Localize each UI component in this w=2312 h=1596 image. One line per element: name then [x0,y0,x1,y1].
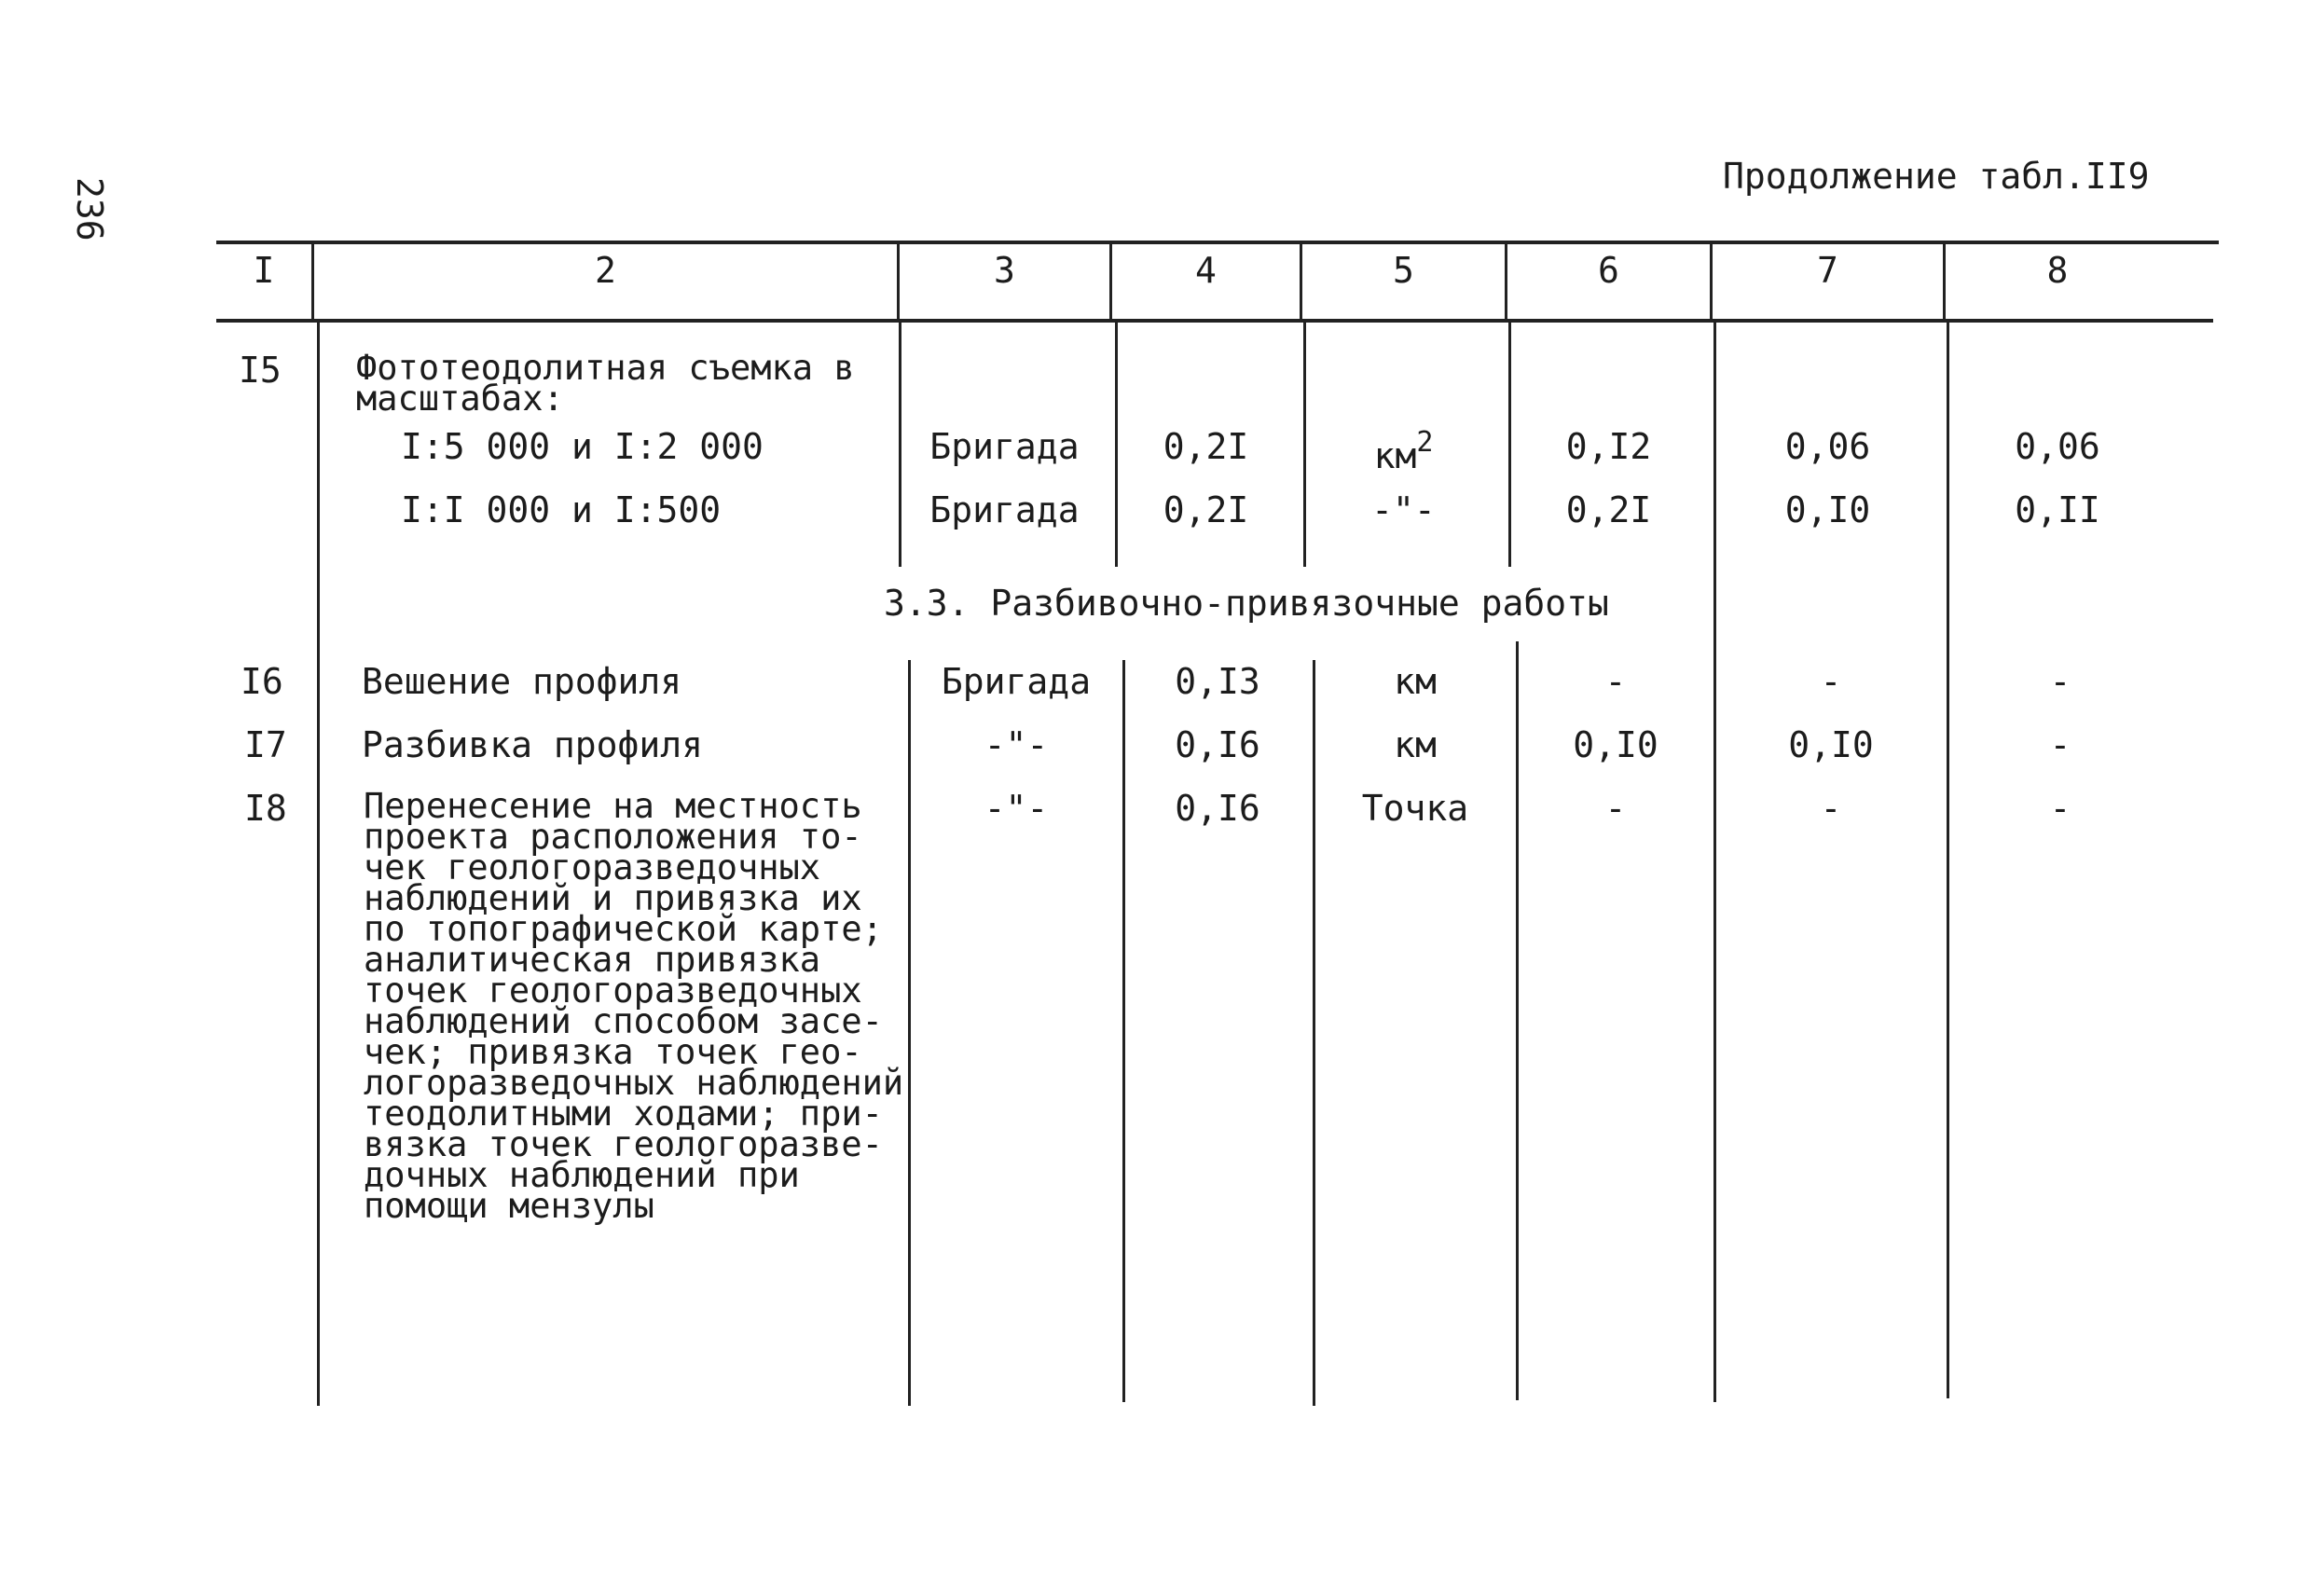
col6-value: 0,I2 [1565,426,1652,467]
norm-value: 0,2I [1163,426,1249,467]
col8-value: - [2049,788,2071,829]
column-header-7: 7 [1817,250,1838,291]
work-name: Перенесение на местность проекта расположения то- чек геологоразведочных наблюдений и привязка их по топографической карте; аналитическая привязка точек геологоразведочных наблюдений способом засе- чек; привязка точек гео- логоразведочных наблюдений теодолитными ходами; при- вязка точек геологоразве- дочных наблюдений при помощи мензулы [364,786,904,1226]
row-number: I8 [244,788,287,829]
column-header-5: 5 [1393,250,1414,291]
body-divider-1 [317,321,320,1406]
col7-value: 0,I0 [1788,724,1874,765]
page-number: 236 [69,177,110,241]
body-divider-6 [1713,321,1716,1402]
work-name: Разбивка профиля [362,724,704,765]
row-number: I7 [244,724,287,765]
col7-value: 0,I0 [1784,489,1871,530]
unit-label: км [1394,661,1437,702]
col8-value: 0,II [2015,489,2100,530]
unit-label: -"- [1371,489,1436,530]
col7-value: - [1820,788,1842,829]
scale-label: I:I 000 и I:500 [401,489,722,530]
crew-type: -"- [984,788,1049,829]
col8-value: - [2049,724,2071,765]
table-continuation-label: Продолжение табл.II9 [1723,156,2150,197]
col6-value: - [1604,788,1627,829]
crew-type: -"- [984,724,1049,765]
col6-value: 0,2I [1565,489,1652,530]
col8-value: 0,06 [2015,426,2100,467]
column-header-3: 3 [994,250,1015,291]
unit-label: Точка [1361,788,1469,829]
crew-type: Бригада [929,426,1080,467]
table-header-rule [216,319,2213,323]
norm-value: 0,I6 [1175,788,1260,829]
col8-value: - [2049,661,2071,702]
col7-value: - [1820,661,1842,702]
work-name: Вешение профиля [362,661,682,702]
col6-value: 0,I0 [1573,724,1658,765]
table-top-rule [216,241,2219,244]
unit-superscript: 2 [1416,426,1434,459]
row-number: I6 [241,661,283,702]
crew-type: Бригада [941,661,1092,702]
col7-value: 0,06 [1784,426,1871,467]
col6-value: - [1604,661,1627,702]
norm-value: 0,I3 [1175,661,1260,702]
norm-value: 0,I6 [1175,724,1260,765]
row-number: I5 [239,350,282,391]
column-header-1: I [253,250,275,291]
body-divider-4b [1313,660,1315,1406]
body-divider-3b [1122,660,1125,1402]
unit-label [1302,426,1505,476]
scale-label: I:5 000 и I:2 000 [401,426,764,467]
column-header-2: 2 [595,250,616,291]
column-header-8: 8 [2046,250,2069,291]
body-divider-7 [1947,321,1949,1398]
body-divider-2b [908,660,911,1406]
unit-text: км [1373,435,1417,476]
column-header-4: 4 [1195,250,1217,291]
work-title: Фототеодолитная съемка в масштабах: [356,348,855,419]
unit-label: км [1394,724,1437,765]
crew-type: Бригада [929,489,1080,530]
column-header-6: 6 [1598,250,1619,291]
section-heading: 3.3. Разбивочно-привязочные работы [884,583,1609,624]
norm-value: 0,2I [1163,489,1249,530]
